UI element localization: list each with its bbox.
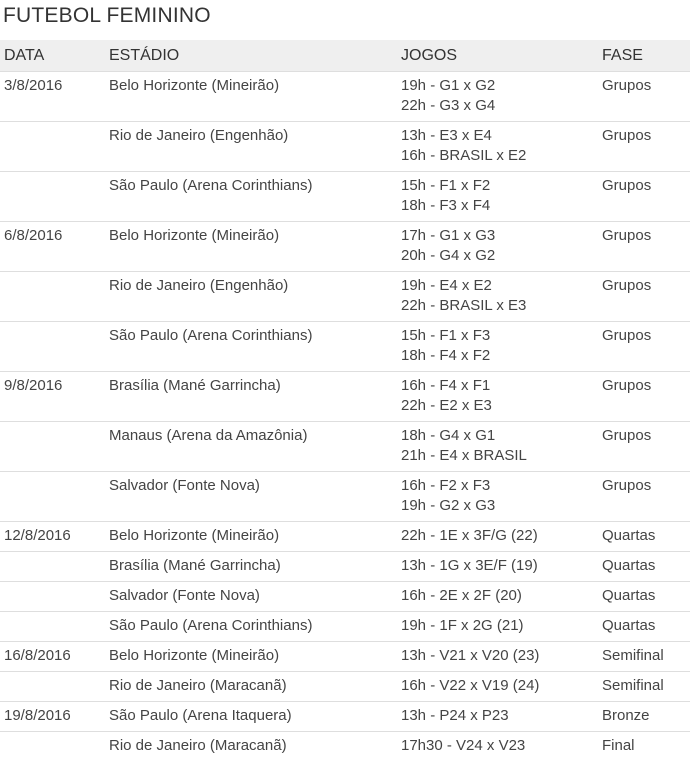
row-date — [0, 612, 109, 642]
game-entry: 22h - E2 x E3 — [401, 397, 492, 414]
table-row — [0, 582, 690, 612]
header-games: JOGOS — [401, 40, 602, 72]
game-entry: 13h - V21 x V20 (23) — [401, 647, 540, 664]
row-phase — [602, 222, 690, 272]
row-stadium-text: São Paulo (Arena Itaquera) — [109, 707, 292, 724]
game-entry: 20h - G4 x G2 — [401, 247, 496, 264]
table-row — [0, 552, 690, 582]
row-phase-text: Quartas — [602, 557, 656, 574]
game-entry: 16h - F2 x F3 — [401, 477, 491, 494]
game-entry: 19h - E4 x E2 — [401, 277, 492, 294]
row-date — [0, 552, 109, 582]
row-games — [401, 272, 602, 322]
row-stadium — [109, 522, 401, 552]
game-entry: 15h - F1 x F2 — [401, 177, 491, 194]
row-phase — [602, 272, 690, 322]
row-games — [401, 522, 602, 552]
row-phase — [602, 372, 690, 422]
row-stadium — [109, 702, 401, 732]
row-phase — [602, 612, 690, 642]
game-entry: 21h - E4 x BRASIL — [401, 447, 527, 464]
row-games — [401, 172, 602, 222]
game-entry: 15h - F1 x F3 — [401, 327, 491, 344]
row-date — [0, 582, 109, 612]
row-date — [0, 642, 109, 672]
row-stadium-text: Belo Horizonte (Mineirão) — [109, 527, 280, 544]
row-date-text — [4, 472, 109, 476]
row-stadium-text: Manaus (Arena da Amazônia) — [109, 427, 308, 444]
row-stadium-text: Belo Horizonte (Mineirão) — [109, 77, 280, 94]
game-entry: 13h - E3 x E4 — [401, 127, 492, 144]
row-date-text — [4, 422, 109, 426]
row-date — [0, 672, 109, 702]
row-date-text: 9/8/2016 — [4, 377, 63, 394]
row-stadium — [109, 222, 401, 272]
game-entry: 19h - G1 x G2 — [401, 77, 496, 94]
row-date-text: 16/8/2016 — [4, 647, 71, 664]
row-phase — [602, 122, 690, 172]
row-stadium — [109, 422, 401, 472]
row-phase — [602, 472, 690, 522]
row-stadium-text: Rio de Janeiro (Engenhão) — [109, 277, 289, 294]
row-games — [401, 72, 602, 122]
row-date — [0, 372, 109, 422]
row-stadium — [109, 582, 401, 612]
row-phase-text: Semifinal — [602, 677, 664, 694]
row-date — [0, 72, 109, 122]
row-stadium — [109, 612, 401, 642]
row-phase-text: Grupos — [602, 327, 652, 344]
table-row — [0, 122, 690, 172]
table-row — [0, 272, 690, 322]
row-date-text — [4, 672, 109, 676]
row-phase-text: Grupos — [602, 427, 652, 444]
game-entry: 16h - F4 x F1 — [401, 377, 491, 394]
row-phase-text: Grupos — [602, 77, 652, 94]
table-row — [0, 732, 690, 762]
row-stadium-text: Rio de Janeiro (Engenhão) — [109, 127, 289, 144]
row-phase-text: Quartas — [602, 587, 656, 604]
row-games — [401, 582, 602, 612]
row-games — [401, 702, 602, 732]
schedule-table — [0, 40, 690, 761]
row-date-text — [4, 122, 109, 126]
row-phase-text: Grupos — [602, 177, 652, 194]
row-games — [401, 672, 602, 702]
row-phase-text: Final — [602, 737, 635, 754]
row-phase — [602, 322, 690, 372]
row-stadium-text: São Paulo (Arena Corinthians) — [109, 177, 313, 194]
row-phase-text: Bronze — [602, 707, 650, 724]
game-entry: 18h - G4 x G1 — [401, 427, 496, 444]
row-games — [401, 612, 602, 642]
table-header-row — [0, 40, 690, 72]
row-stadium-text: Belo Horizonte (Mineirão) — [109, 647, 280, 664]
row-phase — [602, 702, 690, 732]
game-entry: 17h - G1 x G3 — [401, 227, 496, 244]
table-row — [0, 222, 690, 272]
row-phase-text: Quartas — [602, 617, 656, 634]
row-date-text — [4, 172, 109, 176]
row-date-text: 19/8/2016 — [4, 707, 71, 724]
row-date — [0, 272, 109, 322]
row-stadium — [109, 552, 401, 582]
table-row — [0, 322, 690, 372]
row-date-text: 3/8/2016 — [4, 77, 63, 94]
row-games — [401, 322, 602, 372]
table-row — [0, 172, 690, 222]
table-row — [0, 522, 690, 552]
row-date — [0, 472, 109, 522]
row-phase — [602, 672, 690, 702]
row-date-text — [4, 732, 109, 736]
row-phase-text: Grupos — [602, 277, 652, 294]
row-phase-text: Grupos — [602, 127, 652, 144]
row-date — [0, 522, 109, 552]
row-date — [0, 172, 109, 222]
table-row — [0, 642, 690, 672]
game-entry: 22h - BRASIL x E3 — [401, 297, 527, 314]
game-entry: 18h - F3 x F4 — [401, 197, 491, 214]
row-games — [401, 422, 602, 472]
page-title: FUTEBOL FEMININO — [3, 4, 211, 27]
row-games — [401, 372, 602, 422]
row-games — [401, 732, 602, 762]
game-entry: 13h - P24 x P23 — [401, 707, 509, 724]
row-date — [0, 122, 109, 172]
row-phase — [602, 72, 690, 122]
row-games — [401, 552, 602, 582]
table-row — [0, 72, 690, 122]
row-date — [0, 702, 109, 732]
row-phase-text: Quartas — [602, 527, 656, 544]
game-entry: 19h - 1F x 2G (21) — [401, 617, 524, 634]
row-stadium-text: São Paulo (Arena Corinthians) — [109, 617, 313, 634]
row-date-text — [4, 582, 109, 586]
row-phase — [602, 642, 690, 672]
row-stadium — [109, 642, 401, 672]
row-games — [401, 472, 602, 522]
row-date-text — [4, 552, 109, 556]
row-stadium-text: Salvador (Fonte Nova) — [109, 477, 260, 494]
row-games — [401, 122, 602, 172]
row-stadium — [109, 472, 401, 522]
row-date-text — [4, 272, 109, 276]
row-games — [401, 222, 602, 272]
row-stadium — [109, 672, 401, 702]
table-row — [0, 472, 690, 522]
row-phase-text: Grupos — [602, 377, 652, 394]
table-body — [0, 72, 690, 762]
row-stadium-text: Belo Horizonte (Mineirão) — [109, 227, 280, 244]
row-date-text — [4, 612, 109, 616]
row-date-text: 12/8/2016 — [4, 527, 71, 544]
row-date — [0, 222, 109, 272]
row-stadium — [109, 122, 401, 172]
row-stadium — [109, 322, 401, 372]
row-stadium — [109, 732, 401, 762]
row-stadium — [109, 72, 401, 122]
game-entry: 17h30 - V24 x V23 — [401, 737, 526, 754]
row-stadium — [109, 172, 401, 222]
row-phase — [602, 172, 690, 222]
row-phase — [602, 522, 690, 552]
table-row — [0, 672, 690, 702]
game-entry: 16h - BRASIL x E2 — [401, 147, 527, 164]
game-entry: 16h - 2E x 2F (20) — [401, 587, 522, 604]
row-phase-text: Semifinal — [602, 647, 664, 664]
row-stadium-text: Salvador (Fonte Nova) — [109, 587, 260, 604]
row-date — [0, 732, 109, 762]
table-row — [0, 372, 690, 422]
table-row — [0, 702, 690, 732]
row-date — [0, 322, 109, 372]
row-phase-text: Grupos — [602, 477, 652, 494]
row-phase — [602, 582, 690, 612]
header-phase: FASE — [602, 40, 690, 72]
game-entry: 19h - G2 x G3 — [401, 497, 496, 514]
table-row — [0, 422, 690, 472]
header-stadium: ESTÁDIO — [109, 40, 401, 72]
game-entry: 22h - 1E x 3F/G (22) — [401, 527, 538, 544]
game-entry: 22h - G3 x G4 — [401, 97, 496, 114]
row-phase-text: Grupos — [602, 227, 652, 244]
header-date: DATA — [0, 40, 109, 72]
row-phase — [602, 732, 690, 762]
row-games — [401, 642, 602, 672]
row-stadium-text: Brasília (Mané Garrincha) — [109, 377, 281, 394]
row-stadium — [109, 372, 401, 422]
table-row — [0, 612, 690, 642]
game-entry: 18h - F4 x F2 — [401, 347, 491, 364]
row-stadium-text: Rio de Janeiro (Maracanã) — [109, 677, 287, 694]
row-stadium — [109, 272, 401, 322]
row-date-text — [4, 322, 109, 326]
row-phase — [602, 422, 690, 472]
row-phase — [602, 552, 690, 582]
row-stadium-text: Brasília (Mané Garrincha) — [109, 557, 281, 574]
row-date — [0, 422, 109, 472]
row-stadium-text: Rio de Janeiro (Maracanã) — [109, 737, 287, 754]
game-entry: 16h - V22 x V19 (24) — [401, 677, 540, 694]
row-stadium-text: São Paulo (Arena Corinthians) — [109, 327, 313, 344]
game-entry: 13h - 1G x 3E/F (19) — [401, 557, 538, 574]
row-date-text: 6/8/2016 — [4, 227, 63, 244]
